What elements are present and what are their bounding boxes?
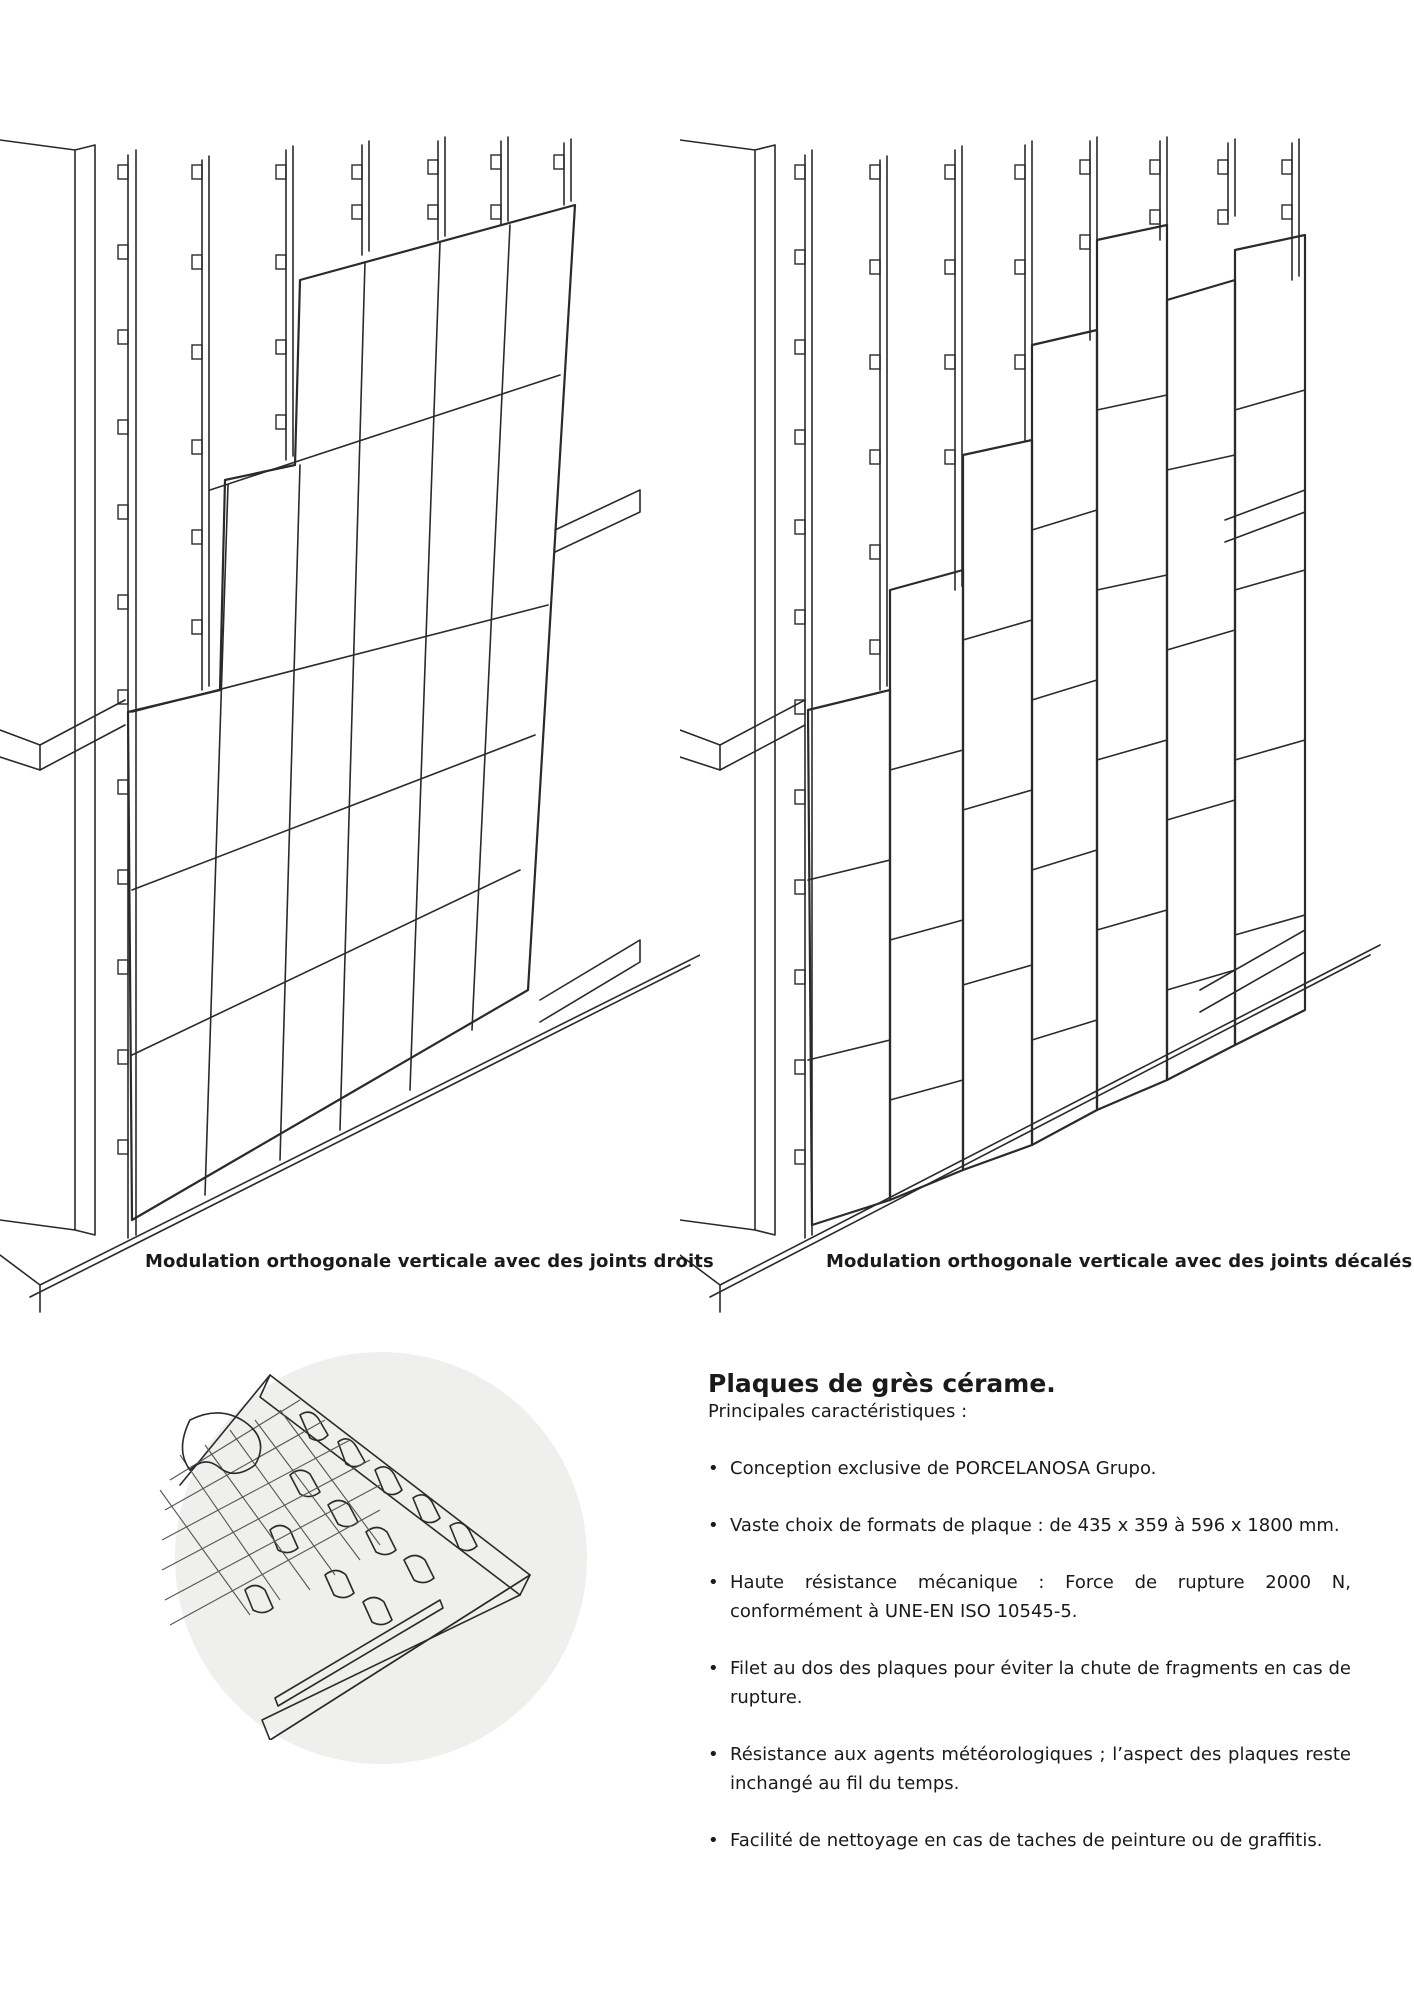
feature-item: • Filet au dos des plaques pour éviter la chute de fragments en cas de rupture. xyxy=(708,1654,1351,1712)
characteristics-section xyxy=(708,1368,1351,1883)
feature-item: • Résistance aux agents météorologiques ; l’aspect des plaques reste inchangé au fil du temps. xyxy=(708,1740,1351,1798)
caption-staggered-joints: Modulation orthogonale verticale avec des joints décalés xyxy=(826,1251,1413,1272)
features-list xyxy=(708,1454,1351,1855)
feature-item: • Haute résistance mécanique : Force de rupture 2000 N, conformément à UNE-EN ISO 10545-5. xyxy=(708,1568,1351,1626)
feature-item: • Conception exclusive de PORCELANOSA Grupo. xyxy=(708,1454,1351,1483)
feature-item: • Vaste choix de formats de plaque : de 435 x 359 à 596 x 1800 mm. xyxy=(708,1511,1351,1540)
caption-straight-joints: Modulation orthogonale verticale avec des joints droits xyxy=(145,1251,714,1272)
section-subtitle: Principales caractéristiques : xyxy=(708,1401,968,1422)
facade-illustration-straight-joints xyxy=(0,0,700,1320)
back-mesh-detail-illustration xyxy=(150,1360,590,1740)
section-title: Plaques de grès cérame. xyxy=(708,1369,1056,1398)
facade-illustration-staggered-joints xyxy=(680,0,1387,1320)
feature-item: • Facilité de nettoyage en cas de taches de peinture ou de graffitis. xyxy=(708,1826,1351,1855)
